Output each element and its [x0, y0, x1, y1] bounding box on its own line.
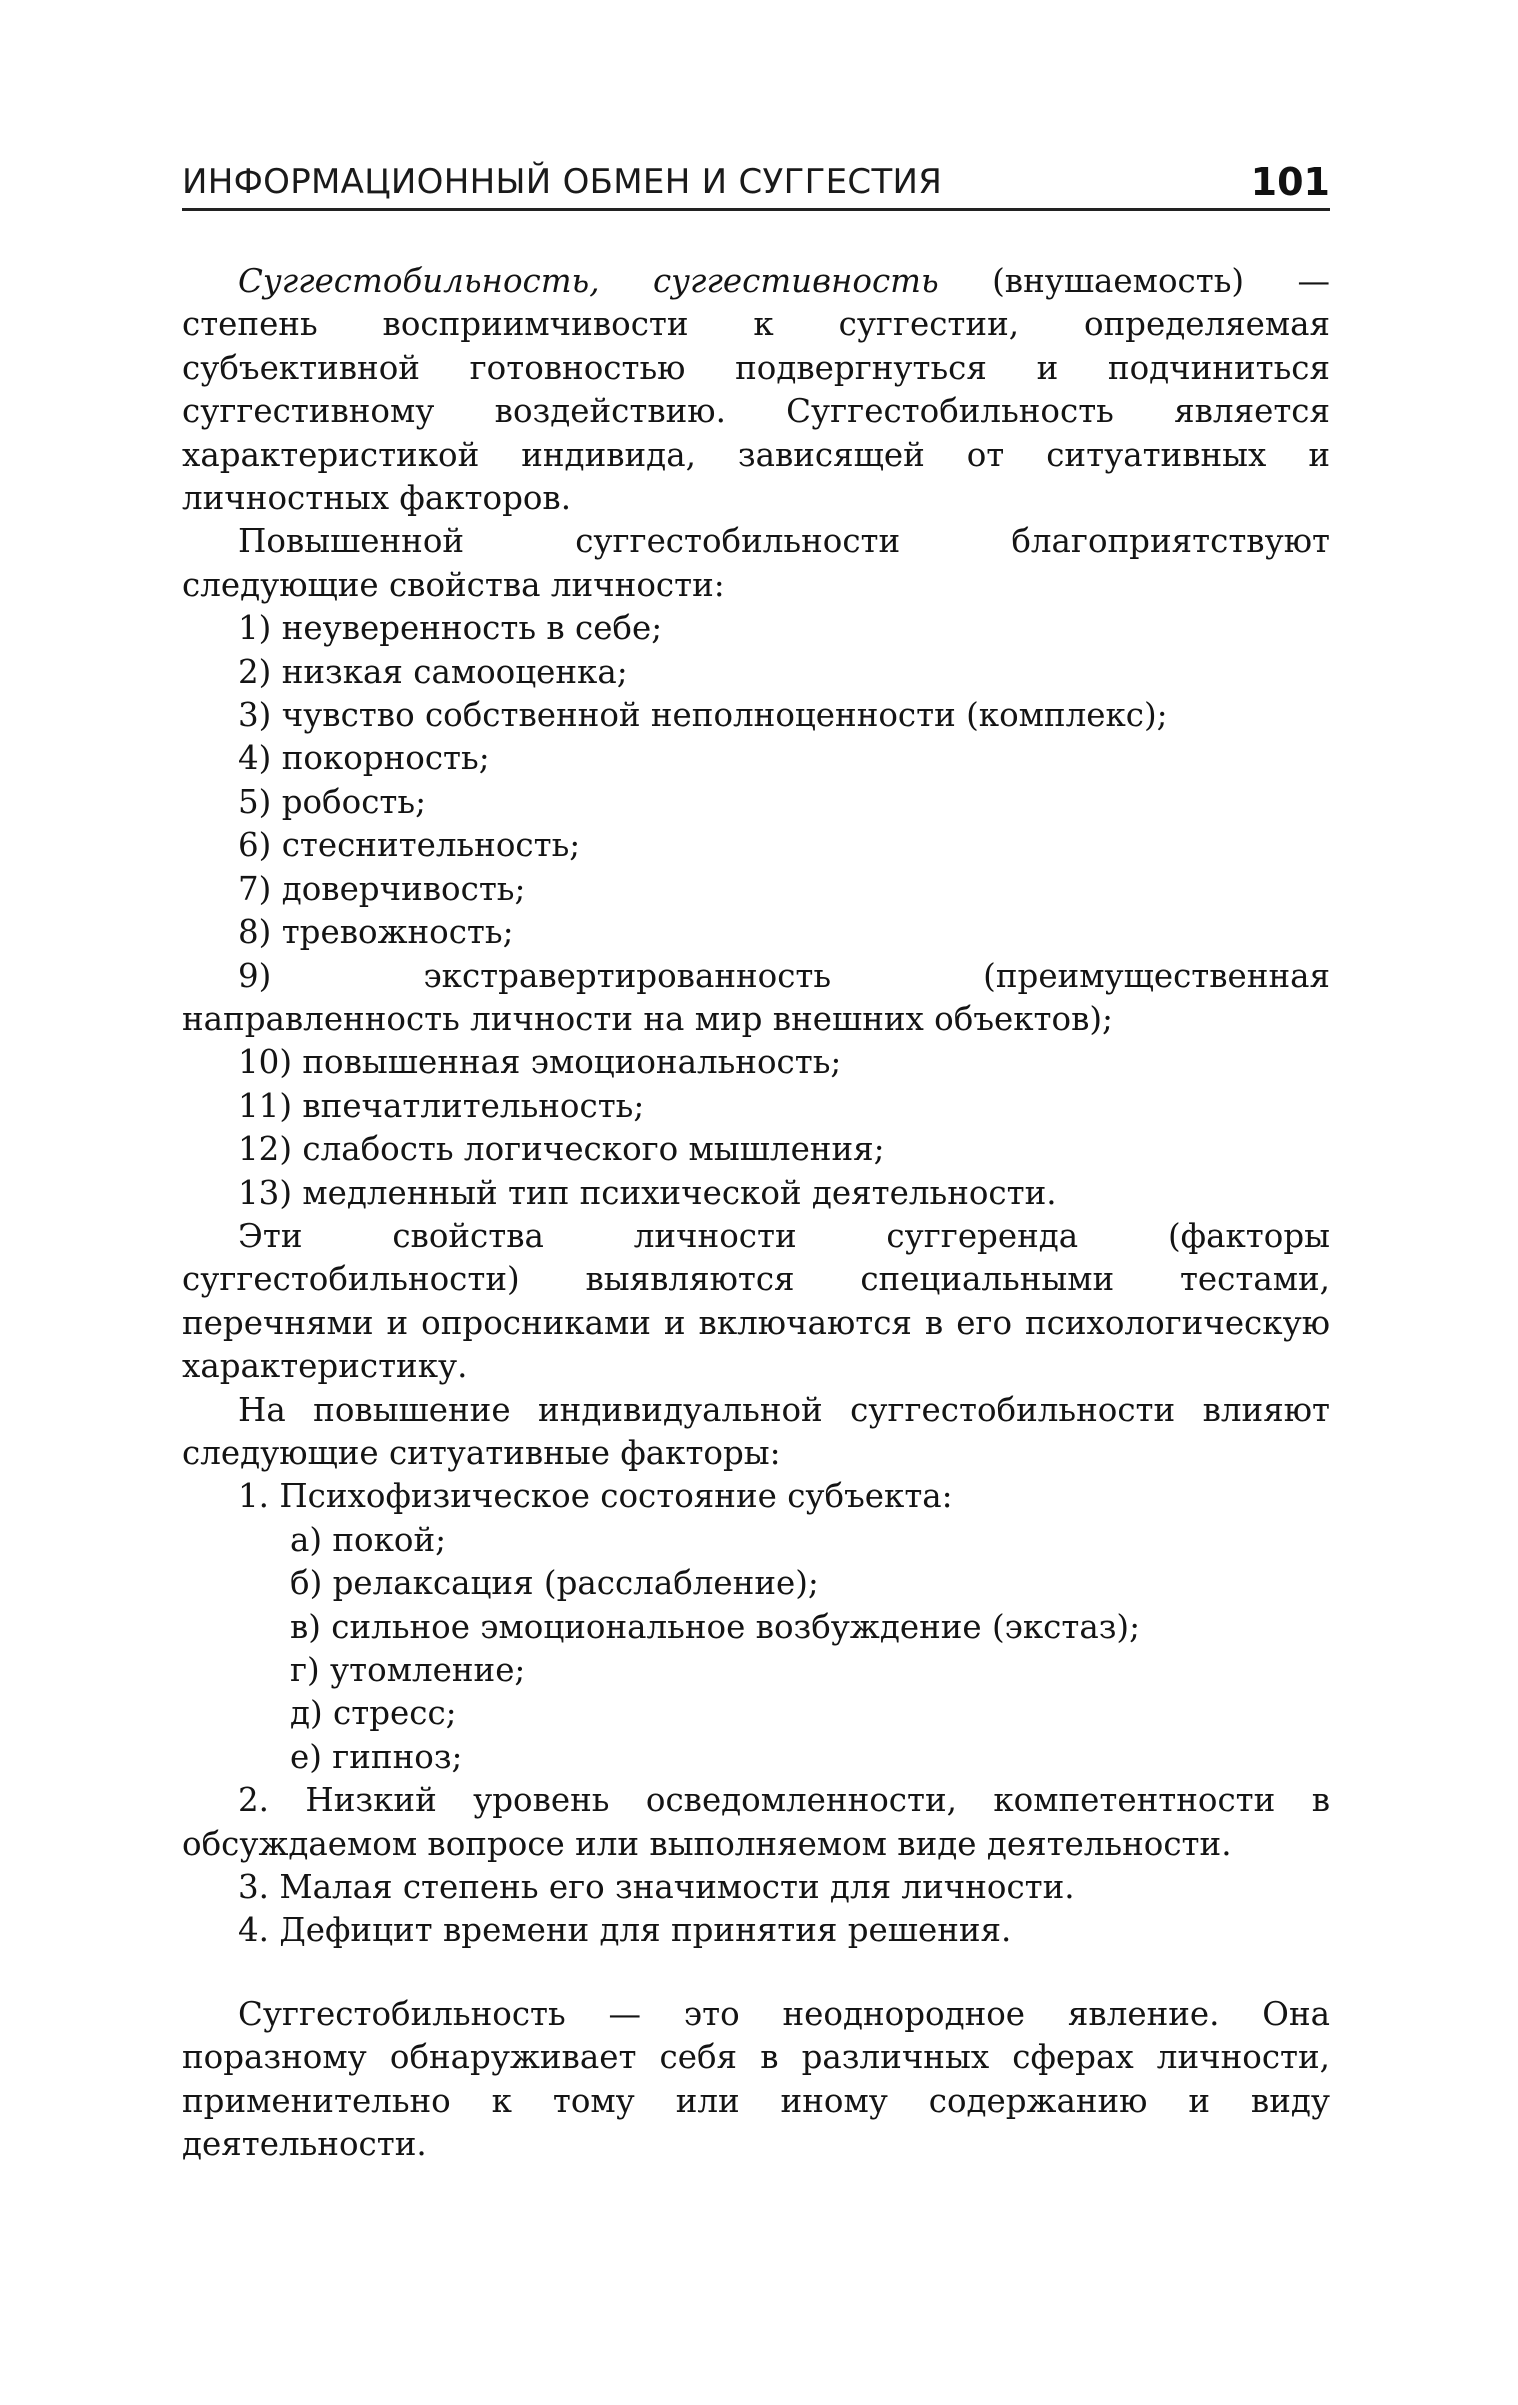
list-item-state: а) покой;	[290, 1520, 447, 1559]
list-item-state: д) стресс;	[290, 1694, 457, 1733]
list-item-trait: 9) экстравертированность (преимущественная направленность личности на мир внешних объектов);	[182, 956, 1330, 1038]
page-number: 101	[1250, 160, 1330, 204]
list-item-trait: 5) робость;	[238, 782, 427, 821]
paragraph-gap	[182, 1953, 1330, 1993]
running-head	[182, 160, 1330, 211]
list-item-trait: 1) неуверенность в себе;	[238, 609, 663, 648]
list-item-factor: 1. Психофизическое состояние субъекта:	[238, 1477, 953, 1516]
paragraph-traits-intro: Повышенной суггестобильности благоприятствуют следующие свойства личности:	[182, 522, 1330, 604]
list-item-trait: 3) чувство собственной неполноценности (комплекс);	[238, 696, 1168, 735]
paragraph-definition	[182, 260, 1330, 520]
list-item-state: г) утомление;	[290, 1651, 526, 1689]
defined-term: Суггестобильность, суггестивность	[238, 262, 939, 300]
list-item-trait: 6) стеснительность;	[238, 826, 581, 865]
list-item-factor: 4. Дефицит времени для принятия решения.	[238, 1911, 1012, 1950]
list-item-state: б) релаксация (расслабление);	[290, 1564, 819, 1603]
list-item-trait: 11) впечатлительность;	[238, 1086, 645, 1125]
list-item-factor: 2. Низкий уровень осведомленности, компетентности в обсуждаемом вопросе или выполняемом виде деятельности.	[182, 1781, 1330, 1863]
definition-text: (внушаемость) — степень восприимчивости к суггестии, определяемая субъективной готовностью подвергнуться и подчиниться суггестивному воздействию. Суггестобильность является характеристикой индивида, зависящей от ситуативных и личностных факторов.	[182, 262, 1330, 518]
list-item-trait: 7) доверчивость;	[238, 869, 526, 908]
list-item-trait: 13) медленный тип психической деятельности.	[238, 1173, 1057, 1212]
list-item-trait: 12) слабость логического мышления;	[238, 1130, 885, 1169]
paragraph-final: Суггестобильность — это неоднородное явление. Она поразному обнаруживает себя в различных сферах личности, применительно к тому или иному содержанию и виду деятельности.	[182, 1994, 1330, 2164]
list-item-factor: 3. Малая степень его значимости для личности.	[238, 1868, 1075, 1907]
list-item-trait: 4) покорность;	[238, 739, 490, 778]
list-item-state: в) сильное эмоциональное возбуждение (экстаз);	[290, 1607, 1141, 1646]
list-item-trait: 8) тревожность;	[238, 913, 514, 952]
list-item-trait: 2) низкая самооценка;	[238, 652, 628, 691]
paragraph-tests: Эти свойства личности суггеренда (факторы суггестобильности) выявляются специальными тестами, перечнями и опросниками и включаются в его психологическую характеристику.	[182, 1216, 1330, 1386]
body-text	[182, 260, 1330, 2166]
list-item-trait: 10) повышенная эмоциональность;	[238, 1043, 842, 1082]
running-title: ИНФОРМАЦИОННЫЙ ОБМЕН И СУГГЕСТИЯ	[182, 162, 943, 202]
list-item-state: е) гипноз;	[290, 1737, 463, 1776]
paragraph-situational-intro: На повышение индивидуальной суггестобильности влияют следующие ситуативные факторы:	[182, 1390, 1330, 1472]
